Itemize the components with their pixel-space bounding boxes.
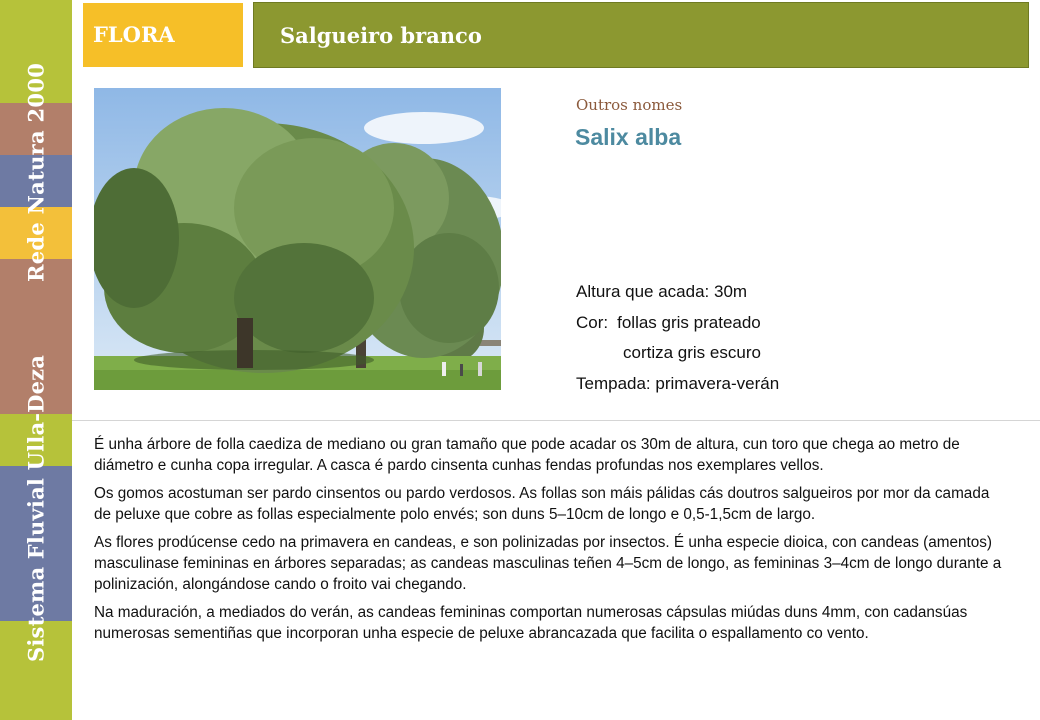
side-color-band [0, 0, 72, 720]
description-paragraph: As flores prodúcense cedo na primavera en candeas, e son polinizadas por insectos. É unha especie dioica, con candeas (amentos) masculinase femininas en árbores separadas; as candeas masculinas teñen 4–5cm de longo, as femininas 3–4cm de longo durante a polinización, alongándose cando o froito vai chegando. [94, 534, 1002, 593]
fact-height-value: 30m [714, 282, 748, 301]
fact-color-label: Cor: [576, 312, 609, 332]
fact-color-leaves: follas gris prateado [617, 312, 761, 332]
fact-height [576, 277, 779, 308]
species-facts [576, 277, 779, 399]
fact-height-label: Altura que acada: [576, 282, 710, 301]
description-paragraph: Os gomos acostuman ser pardo cinsentos ou pardo verdosos. As follas son máis pálidas cás doutros salgueiros por mor da camada de peluxe que cobre as follas especialmente polo envés; son duns 5–10cm de longo e 0,5-1,5cm de largo. [94, 485, 990, 523]
description-paragraph: É unha árbore de folla caediza de mediano ou gran tamaño que pode acadar os 30m de altura, cun toro que chega ao metro de diámetro e cunha copa irregular. A casca é pardo cinsenta cunhas fendas profundas nos exemplares vellos. [94, 436, 960, 474]
page-title: Salgueiro branco [253, 2, 1029, 68]
tree-photo [94, 88, 501, 390]
other-names-label: Outros nomes [576, 96, 683, 114]
section-divider [72, 420, 1040, 421]
fact-color-bark-line [576, 338, 779, 369]
scientific-name: Salix alba [575, 124, 682, 150]
fact-season-label: Tempada: [576, 373, 651, 393]
willow-tree-illustration [94, 88, 501, 390]
species-description [94, 434, 1006, 651]
fact-season-value: primavera-verán [655, 373, 780, 393]
fact-color [576, 308, 779, 339]
sidebar-title-natura: Rede Natura 2000 [23, 62, 49, 282]
sidebar-title-ulla-deza: Sistema Fluvial Ulla-Deza [23, 354, 49, 662]
description-paragraph: Na maduración, a mediados do verán, as candeas femininas comportan numerosas cápsulas miúdas duns 4mm, con cadansúas numerosas sementiñas que incorporan unha especie de peluxe abrancazada que facilita o espallamento co vento. [94, 604, 968, 642]
fact-season [576, 369, 779, 400]
section-tab: FLORA [83, 3, 243, 67]
fact-color-bark: cortiza gris escuro [623, 343, 761, 362]
